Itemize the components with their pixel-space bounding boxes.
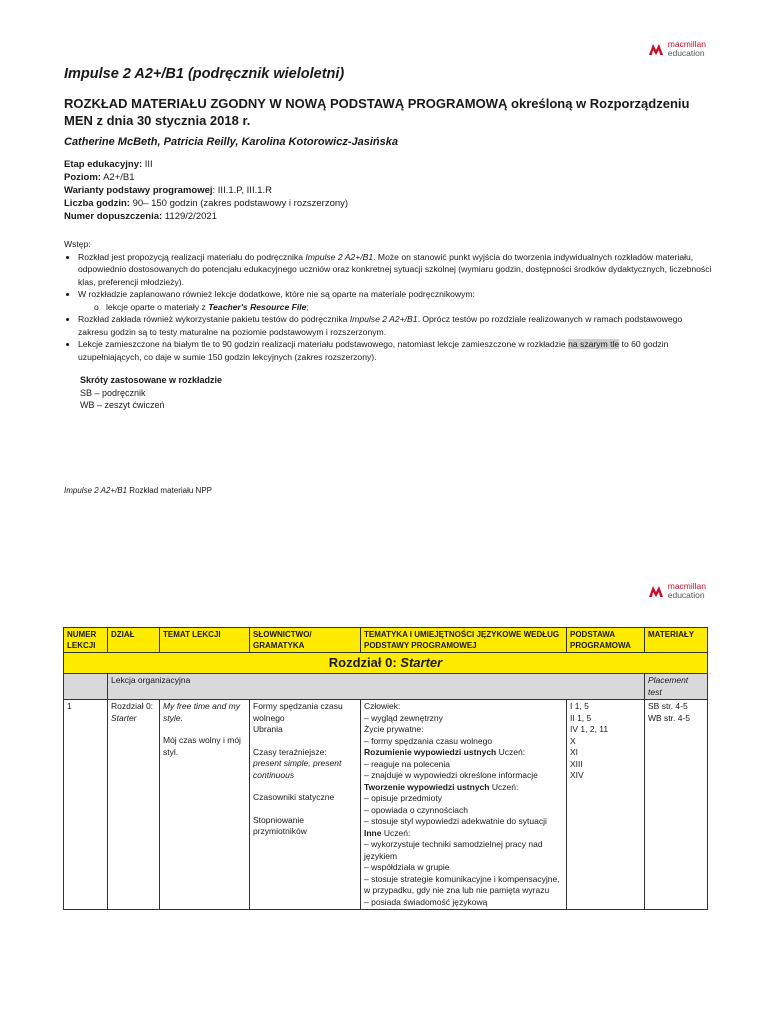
text: – opowiada o czynnościach: [364, 804, 468, 815]
text: [364, 782, 563, 794]
subtitle-bold: ROZKŁAD MATERIAŁU ZGODNY W NOWĄ PODSTAWĄ PROGRAMOWĄ: [64, 96, 508, 111]
text: ;: [306, 301, 309, 312]
text: IV 1, 2, 11: [570, 724, 609, 734]
text: Uczeń:: [489, 781, 519, 792]
cell: 1: [64, 700, 108, 910]
meta-key: Poziom:: [64, 172, 101, 183]
footer-rest: Rozkład materiału NPP: [127, 486, 212, 495]
text: – stosuje strategie komunikacyjne i kompensacyjne, w przypadku, gdy nie zna lub nie pamięta wyrazu: [364, 873, 560, 895]
footer-em: Impulse 2 A2+/B1: [64, 486, 128, 495]
text-bold: Rozumienie wypowiedzi ustnych: [364, 747, 497, 757]
text: – opisuje przedmioty: [364, 793, 442, 803]
text: Formy spędzania czasu wolnego: [253, 701, 343, 723]
text: present simple, present continuous: [253, 758, 342, 780]
meta-value: III: [142, 159, 153, 170]
text: W rozkładzie zaplanowano również lekcje dodatkowe, które nie są oparte na materiale podręcznikowym:: [78, 289, 475, 299]
text: – wykorzystuje techniki samodzielnej pracy nad językiem: [364, 839, 543, 861]
logo-line2: education: [667, 48, 705, 58]
cell: [567, 700, 645, 910]
macmillan-logo: [649, 582, 706, 600]
cell: [64, 674, 108, 700]
text: SB str. 4-5: [648, 701, 688, 711]
lesson-plan-table: [63, 627, 708, 910]
meta-value: 1129/2/2021: [162, 211, 217, 222]
text: – reaguje na polecenia: [364, 758, 451, 769]
meta-value: A2+/B1: [100, 172, 135, 183]
authors: Catherine McBeth, Patricia Reilly, Karolina Kotorowicz-Jasińska: [64, 136, 398, 148]
intro-item: [78, 251, 714, 289]
text: lekcje oparte o materiały z: [106, 301, 209, 312]
text: Mój czas wolny i mój styl.: [163, 735, 241, 757]
text: Życie prywatne:: [364, 724, 424, 734]
cell: [108, 700, 160, 910]
page-footer: [64, 486, 212, 495]
intro-subitem: [94, 301, 714, 314]
text: Rozkład zakłada również wykorzystanie pakietu testów do podręcznika: [78, 314, 350, 324]
intro-item: [78, 313, 714, 338]
text: XI: [570, 747, 579, 757]
table-header-row: [64, 628, 708, 653]
text: I 1, 5: [570, 701, 589, 711]
text: Czasowniki statyczne: [253, 792, 335, 802]
table-row: [64, 674, 708, 700]
meta-key: Numer dopuszczenia:: [64, 211, 163, 222]
text: Lekcje zamieszczone na białym tle to 90 godzin realizacji materiału podstawowego, natomiast lekcje zamieszczone w rozkładzie: [78, 339, 569, 349]
meta-key: Liczba godzin:: [64, 198, 130, 209]
text: XIII: [570, 758, 583, 769]
cell: [160, 700, 250, 910]
text: X: [570, 735, 576, 746]
text: [364, 747, 563, 759]
document-title: Impulse 2 A2+/B1 (podręcznik wieloletni): [64, 66, 345, 82]
column-header: SŁOWNICTWO/ GRAMATYKA: [250, 628, 361, 653]
column-header: DZIAŁ: [108, 628, 160, 653]
meta-row: [64, 197, 348, 210]
chapter-title: [64, 653, 708, 674]
text: – znajduje w wypowiedzi określone informacje: [364, 770, 538, 780]
text: My free time and my style.: [163, 701, 240, 723]
intro-item: [78, 288, 714, 313]
text: – stosuje styl wypowiedzi adekwatnie do sytuacji: [364, 816, 547, 826]
column-header: MATERIAŁY: [645, 628, 708, 653]
text-bold: Inne: [364, 827, 382, 838]
cell: [250, 700, 361, 910]
text: Czasy teraźniejsze:: [253, 746, 327, 757]
text-bold: Tworzenie wypowiedzi ustnych: [364, 781, 490, 792]
column-header: TEMATYKA I UMIEJĘTNOŚCI JĘZYKOWE WEDŁUG PODSTAWY PROGRAMOWEJ: [361, 628, 567, 653]
cell: Lekcja organizacyjna: [108, 674, 645, 700]
macmillan-logo-icon: [649, 586, 663, 597]
meta-row: [64, 184, 348, 197]
document-subtitle: [64, 95, 714, 129]
text: Rozdział 0:: [328, 655, 401, 670]
text-em: Impulse 2 A2+/B1: [305, 251, 374, 262]
text: Rozdział 0:: [111, 701, 154, 711]
meta-row: [64, 171, 348, 184]
text: to 60 godzin uzupełniających, co daje w sumie 150 godzin lekcyjnych (zakres rozszerzony).: [78, 339, 669, 362]
text-em: Starter: [400, 655, 443, 670]
column-header: PODSTAWA PROGRAMOWA: [567, 628, 645, 653]
logo-line1: macmillan: [667, 581, 706, 591]
meta-value: : III.1.P, III.1.R: [212, 185, 273, 196]
meta-key: Etap edukacyjny:: [64, 159, 143, 170]
meta-row: [64, 158, 348, 171]
text: Rozkład jest propozycją realizacji materiału do podręcznika: [78, 251, 306, 262]
meta-key: Warianty podstawy programowej: [64, 185, 213, 196]
text-em: Impulse 2 A2+/B1: [349, 314, 418, 324]
meta-block: [64, 158, 348, 223]
text: – formy spędzania czasu wolnego: [364, 735, 493, 746]
text: [364, 828, 563, 840]
abbreviation-item: WB – zeszyt ćwiczeń: [80, 400, 165, 410]
text: – współdziała w grupie: [364, 862, 450, 872]
chapter-row: [64, 653, 708, 674]
intro-section: [64, 238, 714, 363]
cell: [645, 700, 708, 910]
highlight-text: na szarym tle: [568, 339, 620, 349]
subtitle-rest: określoną w Rozporządzeniu MEN z dnia 30 stycznia 2018 r.: [64, 96, 690, 128]
abbreviation-item: SB – podręcznik: [80, 387, 146, 398]
macmillan-logo: [649, 40, 706, 58]
intro-sublist: [78, 301, 714, 314]
text: . Może on stanowić punkt wyjścia do tworzenia indywidualnych rozkładów materiału, odpowiednio dostosowanych do potencjału edukacyjnego uczniów oraz konkretnej sytuacji szkolnej (wymiaru godzin, dostępności środków dydaktycznych, liczebności klas, preferencji młodzieży).: [78, 251, 712, 287]
text: – posiada świadomość językową: [364, 896, 488, 907]
intro-heading: Wstęp:: [64, 239, 91, 249]
text: Ubrania: [253, 724, 283, 734]
logo-line1: macmillan: [667, 39, 706, 49]
intro-list: [64, 251, 714, 364]
text: II 1, 5: [570, 712, 592, 723]
intro-item: [78, 338, 714, 363]
cell: Placement test: [645, 674, 708, 700]
meta-row: [64, 210, 348, 223]
column-header: NUMER LEKCJI: [64, 628, 108, 653]
table-row: [64, 700, 708, 910]
text: – wygląd zewnętrzny: [364, 712, 443, 723]
logo-line2: education: [667, 590, 705, 600]
text: XIV: [570, 770, 584, 780]
column-header: TEMAT LEKCJI: [160, 628, 250, 653]
text-em: Teacher's Resource File: [208, 301, 307, 312]
text: . Oprócz testów po rozdziale realizowanych w ramach podstawowego zakresu godzin są to testy maturalne na poziomie podstawowym i rozszerzonym.: [78, 314, 683, 337]
abbreviations: [80, 374, 222, 412]
meta-value: 90– 150 godzin (zakres podstawowy i rozszerzony): [129, 198, 349, 209]
text: Człowiek:: [364, 701, 401, 711]
cell: [361, 700, 567, 910]
macmillan-logo-icon: [649, 44, 663, 55]
text: Stopniowanie przymiotników: [253, 814, 307, 836]
text: Uczeń:: [496, 747, 526, 757]
abbreviations-heading: Skróty zastosowane w rozkładzie: [80, 375, 223, 385]
text: Uczeń:: [381, 827, 411, 838]
text-em: Starter: [111, 712, 137, 723]
text: WB str. 4-5: [648, 712, 691, 723]
